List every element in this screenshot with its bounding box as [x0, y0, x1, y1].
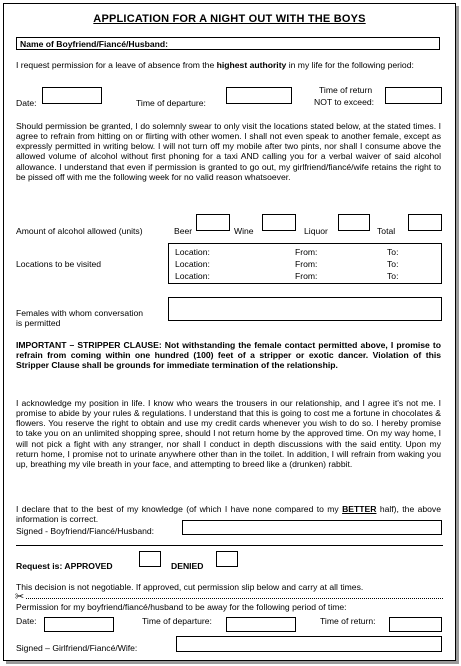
location-label: Location:	[175, 247, 210, 257]
application-form	[3, 3, 456, 661]
return-field[interactable]	[385, 87, 442, 104]
denied-checkbox[interactable]	[216, 551, 238, 567]
signed-label: Signed - Boyfriend/Fiancé/Husband:	[16, 526, 155, 536]
departure-field[interactable]	[226, 87, 292, 104]
slip-return-field[interactable]	[389, 617, 442, 632]
females-label-line1: Females with whom conversation	[16, 308, 144, 318]
slip-date-label: Date:	[16, 616, 37, 626]
decision-text: This decision is not negotiable. If approved, cut permission slip below and carry at all times.	[16, 582, 364, 592]
denied-label: DENIED	[171, 561, 204, 571]
location-row	[173, 247, 437, 258]
location-label: Location:	[175, 271, 210, 281]
slip-date-field[interactable]	[44, 617, 114, 632]
scissors-icon: ✂	[15, 590, 25, 603]
signature-field[interactable]	[182, 520, 442, 535]
better-text: BETTER	[342, 504, 377, 514]
departure-label: Time of departure:	[136, 98, 206, 108]
location-label: Location:	[175, 259, 210, 269]
alcohol-label: Amount of alcohol allowed (units)	[16, 226, 143, 236]
approved-label: Request is: APPROVED	[16, 561, 113, 571]
declaration-text: I declare that to the best of my knowledge (of which I have none compared to my BETTER half), the above information is correct.	[16, 504, 441, 525]
date-field[interactable]	[42, 87, 102, 104]
slip-departure-field[interactable]	[226, 617, 296, 632]
slip-signature-field[interactable]	[176, 636, 442, 652]
slip-return-label: Time of return:	[320, 616, 376, 626]
date-label: Date:	[16, 98, 37, 108]
to-label: To:	[387, 271, 399, 281]
from-label: From:	[295, 271, 318, 281]
to-label: To:	[387, 259, 399, 269]
locations-table[interactable]	[168, 243, 442, 284]
liquor-field[interactable]	[338, 214, 370, 231]
females-field[interactable]	[168, 297, 442, 321]
beer-label: Beer	[174, 226, 193, 236]
to-label: To:	[387, 247, 399, 257]
highest-authority-text: highest authority	[216, 60, 287, 70]
oath-paragraph: Should permission be granted, I do solemnly swear to only visit the locations stated below, at the stated times. I agree to refrain from hitting on or flirting with other women. I shall not even speak to another female, except as expressly permitted in writing below. I will not turn off my mobile after two pints, nor shall I consume above the allowed volume of alcohol without first phoning for a taxi AND calling you for a verbal waiver of said alcohol allowance. I understand that even if permission is granted to go out, my girlfriend/fiancé/wife retains the right to be pissed off with me the following week for no valid reason whatsoever.	[16, 121, 441, 182]
approved-checkbox[interactable]	[139, 551, 161, 567]
cut-line	[26, 598, 443, 599]
acknowledge-paragraph: I acknowledge my position in life. I know who wears the trousers in our relationship, and I agree it's not me. I promise to abide by your rules & regulations. I understand that this is going to cost me a fortune in chocolates & flowers. You reserve the right to obtain and use my credit cards whenever you wish to do so. I hereby promise to take you on an unlimited shopping spree, should I not return home by the approved time. On my way home, I will not pick a fight with any stranger, nor shall I conduct in depth discussions with the said entity. Upon my return home, I promise not to urinate anywhere other than in the toilet. In addition, I will refrain from waking you up, breathing my vile breath in your face, and attempting to breed like a (drunken) rabbit.	[16, 398, 441, 469]
liquor-label: Liquor	[304, 226, 328, 236]
slip-permission-text: Permission for my boyfriend/fiancé/husband to be away for the following period of time:	[16, 602, 347, 612]
request-text: I request permission for a leave of absence from the highest authority in my life for the following period:	[16, 60, 414, 70]
form-title: APPLICATION FOR A NIGHT OUT WITH THE BOYS	[93, 13, 366, 25]
divider	[16, 545, 443, 546]
return-label-top: Time of return	[319, 85, 373, 95]
slip-signed-label: Signed – Girlfriend/Fiancé/Wife:	[16, 643, 138, 653]
wine-label: Wine	[234, 226, 254, 236]
females-label-line2: is permitted	[16, 318, 61, 328]
stripper-clause: IMPORTANT – STRIPPER CLAUSE: Not withstanding the female contact permitted above, I promise to refrain from coming within one hundred (100) feet of a stripper or exotic dancer. Violation of this Stripper Clause shall be grounds for immediate termination of the relationship.	[16, 340, 441, 371]
location-row	[173, 259, 437, 270]
locations-label: Locations to be visited	[16, 259, 102, 269]
name-field[interactable]	[16, 37, 440, 50]
beer-field[interactable]	[196, 214, 230, 231]
total-field[interactable]	[408, 214, 442, 231]
wine-field[interactable]	[262, 214, 296, 231]
name-label: Name of Boyfriend/Fiancé/Husband:	[20, 39, 169, 49]
from-label: From:	[295, 247, 318, 257]
total-label: Total	[377, 226, 396, 236]
slip-departure-label: Time of departure:	[142, 616, 212, 626]
return-label-bottom: NOT to exceed:	[314, 97, 375, 107]
from-label: From:	[295, 259, 318, 269]
location-row	[173, 271, 437, 282]
